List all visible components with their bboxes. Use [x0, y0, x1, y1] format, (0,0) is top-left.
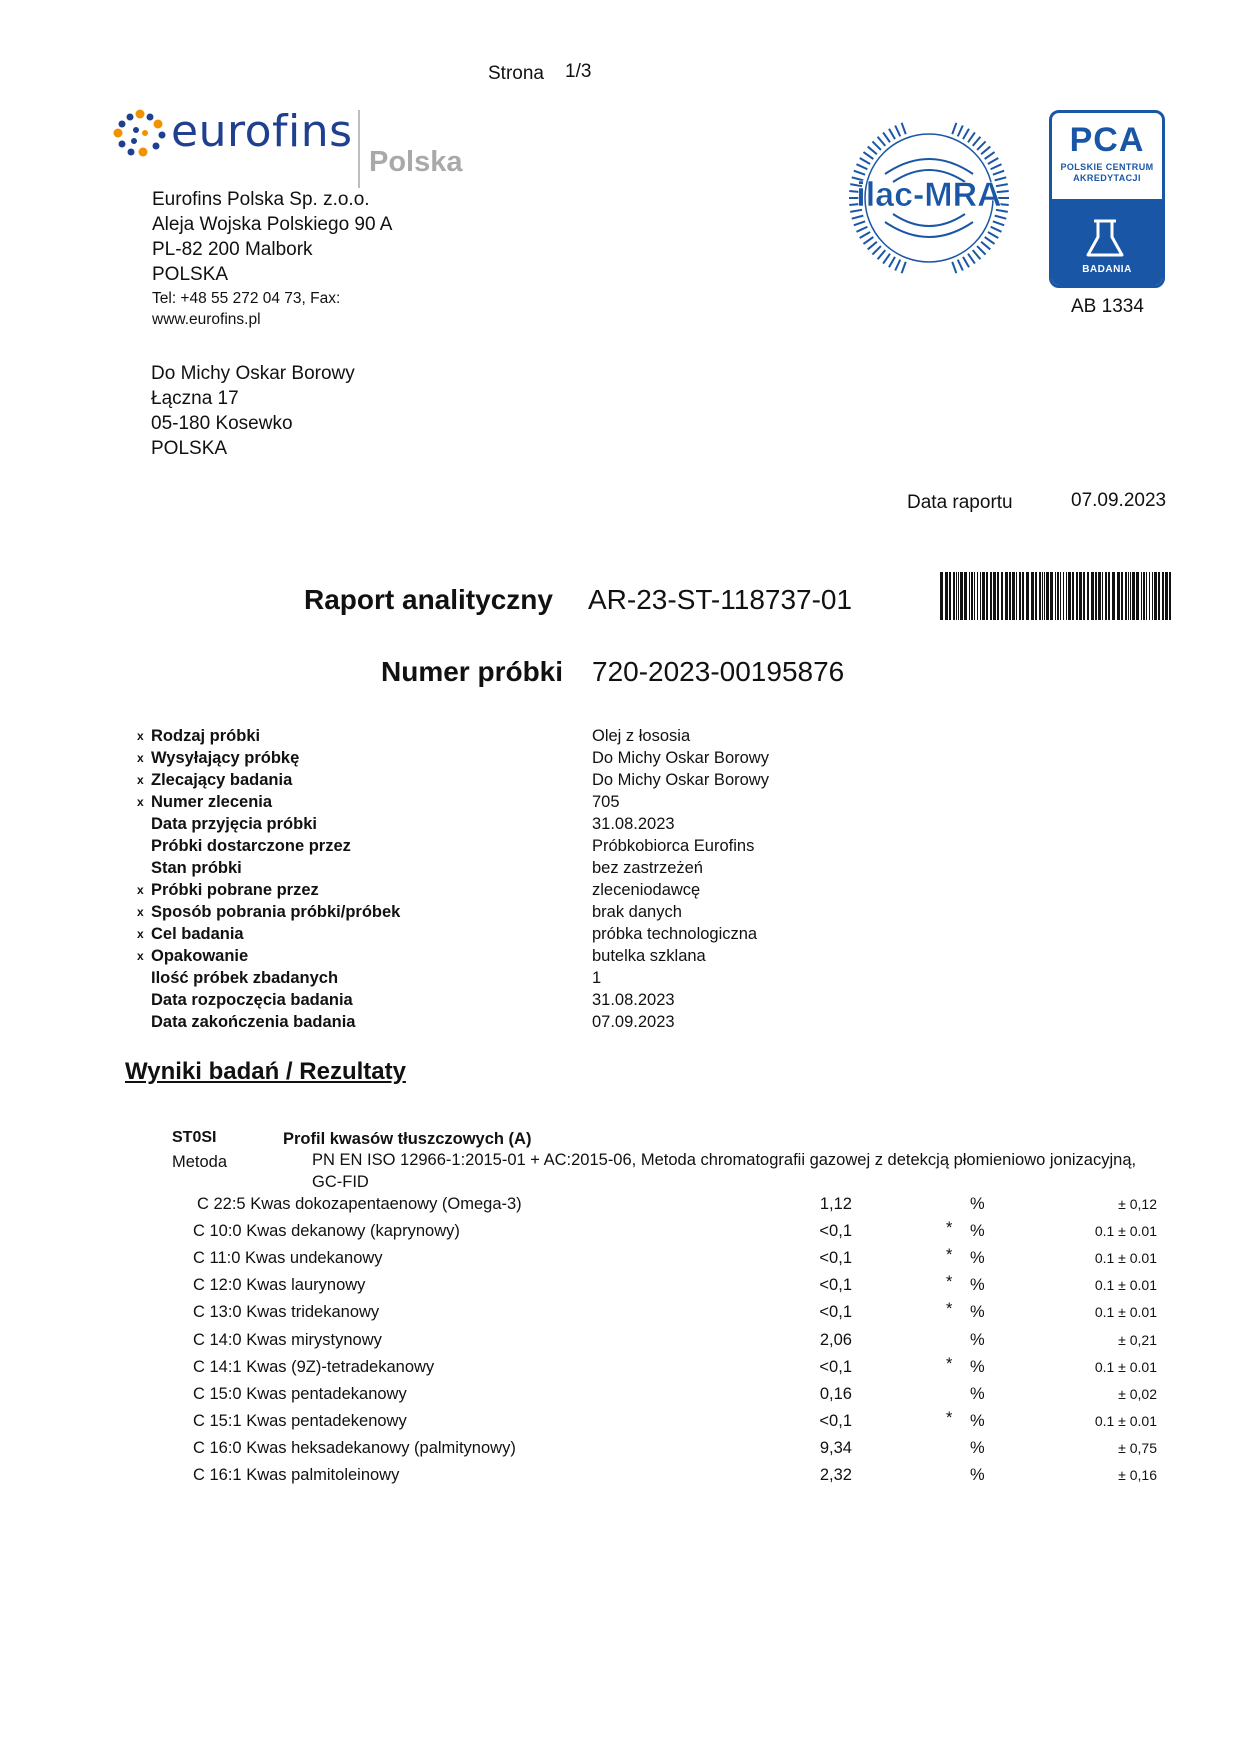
seal-tick [883, 254, 890, 264]
barcode-bar [1130, 572, 1131, 620]
barcode-bar [1102, 572, 1103, 620]
info-value: 07.09.2023 [592, 1013, 675, 1031]
info-label: Stan próbki [151, 859, 242, 877]
seal-tick [895, 125, 900, 136]
info-value: brak danych [592, 903, 682, 921]
barcode-bar [1042, 572, 1043, 620]
barcode-bar [1136, 572, 1139, 620]
barcode-bar [1068, 572, 1071, 620]
result-flag: * [946, 1355, 953, 1373]
eurofins-logo-text: eurofins [171, 106, 353, 157]
info-mark: x [137, 883, 144, 897]
pca-line2: AKREDYTACJI [1073, 173, 1141, 183]
barcode-bar [1143, 572, 1145, 620]
report-date-label: Data raportu [907, 492, 1013, 513]
info-label: Numer zlecenia [151, 793, 273, 811]
result-value: 2,32 [819, 1466, 852, 1484]
info-value: 705 [592, 793, 620, 811]
barcode-bar [971, 572, 973, 620]
result-unit: % [970, 1385, 985, 1403]
info-mark: x [137, 927, 144, 941]
barcode-bar [1087, 572, 1089, 620]
info-value: Do Michy Oskar Borowy [592, 771, 769, 789]
result-unit: % [970, 1276, 985, 1294]
barcode-bar [980, 572, 981, 620]
info-value: zleceniodawcę [592, 881, 701, 899]
barcode-bar [1162, 572, 1164, 620]
report-title-label: Raport analityczny [304, 584, 553, 615]
seal-tick [952, 123, 956, 134]
barcode-bar [1121, 572, 1123, 620]
result-name: C 10:0 Kwas dekanowy (kaprynowy) [193, 1222, 460, 1240]
result-uncertainty: ± 0,16 [1118, 1467, 1157, 1483]
report-title-value: AR-23-ST-118737-01 [588, 584, 853, 615]
result-uncertainty: ± 0,75 [1118, 1440, 1157, 1456]
barcode-bar [1057, 572, 1059, 620]
barcode-bar [1005, 572, 1008, 620]
info-mark: x [137, 905, 144, 919]
barcode-bar [956, 572, 957, 620]
seal-tick [993, 221, 1004, 225]
info-label: Zlecający badania [151, 771, 293, 789]
result-uncertainty: ± 0,12 [1118, 1196, 1157, 1212]
info-value: 31.08.2023 [592, 815, 675, 833]
barcode-bar [1060, 572, 1061, 620]
result-flag: * [946, 1246, 953, 1264]
seal-tick [895, 260, 900, 271]
seal-tick [973, 137, 981, 146]
seal-tick [902, 262, 906, 273]
result-unit: % [970, 1303, 985, 1321]
seal-tick [868, 147, 877, 155]
pca-badania: BADANIA [1082, 264, 1132, 275]
barcode-bar [1091, 572, 1094, 620]
barcode-bar [1035, 572, 1037, 620]
seal-tick [977, 141, 985, 149]
barcode-bar [1152, 572, 1153, 620]
result-unit: % [970, 1195, 985, 1213]
barcode-bar [1044, 572, 1045, 620]
info-value: Olej z łososia [592, 727, 691, 745]
info-value: bez zastrzeżeń [592, 859, 703, 877]
seal-tick [863, 152, 873, 159]
seal-tick [958, 125, 963, 136]
barcode-bar [1012, 572, 1015, 620]
eurofins-dots-logo [112, 108, 168, 158]
result-unit: % [970, 1412, 985, 1430]
seal-tick [883, 132, 890, 142]
recipient-city: 05-180 Kosewko [151, 413, 293, 434]
barcode-bar [1112, 572, 1115, 620]
barcode-bar [1149, 572, 1150, 620]
result-flag: * [946, 1219, 953, 1237]
result-value: <0,1 [819, 1303, 852, 1321]
seal-tick [868, 242, 877, 250]
info-value: butelka szklana [592, 947, 706, 965]
sender-street: Aleja Wojska Polskiego 90 A [152, 214, 393, 235]
barcode-bar [993, 572, 996, 620]
info-label: Cel badania [151, 925, 244, 943]
pca-word: PCA [1069, 121, 1145, 159]
result-value: 1,12 [819, 1195, 852, 1213]
barcode-bar [1169, 572, 1171, 620]
seal-tick [968, 254, 975, 264]
barcode-bar [974, 572, 975, 620]
seal-tick [863, 237, 873, 244]
seal-tick [889, 129, 895, 139]
report-date-value: 07.09.2023 [1071, 490, 1167, 511]
barcode-bar [1019, 572, 1021, 620]
result-name: C 15:0 Kwas pentadekanowy [193, 1385, 407, 1403]
result-uncertainty: ± 0,21 [1118, 1332, 1157, 1348]
logo-country: Polska [369, 146, 463, 178]
barcode-bar [1001, 572, 1003, 620]
barcode-bar [977, 572, 978, 620]
seal-tick [958, 260, 963, 271]
seal-tick [973, 250, 981, 259]
info-value: Do Michy Oskar Borowy [592, 749, 769, 767]
result-name: C 14:0 Kwas mirystynowy [193, 1331, 382, 1349]
logo-divider [358, 110, 360, 188]
seal-tick [963, 257, 969, 267]
seal-tick [988, 232, 998, 238]
result-name: C 13:0 Kwas tridekanowy [193, 1303, 380, 1321]
profile-title: Profil kwasów tłuszczowych (A) [283, 1130, 532, 1148]
barcode-bar [982, 572, 985, 620]
barcode [940, 572, 1172, 620]
seal-tick [981, 147, 990, 155]
page-label: Strona [488, 63, 544, 84]
sample-number-value: 720-2023-00195876 [592, 656, 845, 687]
seal-tick [872, 246, 880, 254]
seal-tick [872, 141, 880, 149]
pca-bottom [1052, 199, 1162, 285]
result-unit: % [970, 1466, 985, 1484]
barcode-bar [1095, 572, 1097, 620]
sample-number-label: Numer próbki [381, 656, 564, 687]
result-uncertainty: 0.1 ± 0.01 [1094, 1359, 1157, 1375]
seal-tick [981, 242, 990, 250]
result-flag: * [946, 1409, 953, 1427]
pca-badge [1049, 110, 1165, 288]
method-label: Metoda [172, 1153, 228, 1171]
barcode-bar [960, 572, 963, 620]
result-value: 0,16 [819, 1385, 852, 1403]
result-value: <0,1 [819, 1412, 852, 1430]
barcode-bar [1108, 572, 1110, 620]
barcode-bar [1146, 572, 1147, 620]
result-value: 9,34 [819, 1439, 852, 1457]
pca-line1: POLSKIE CENTRUM [1060, 162, 1154, 172]
seal-tick [952, 262, 956, 273]
page-number: 1/3 [565, 61, 592, 82]
barcode-bar [1154, 572, 1157, 620]
barcode-bar [1076, 572, 1078, 620]
info-value: 31.08.2023 [592, 991, 675, 1009]
result-value: <0,1 [819, 1276, 852, 1294]
seal-tick [963, 129, 969, 139]
result-name: C 11:0 Kwas undekanowy [193, 1249, 383, 1267]
barcode-bar [949, 572, 951, 620]
barcode-bar [1022, 572, 1024, 620]
sender-web: www.eurofins.pl [152, 311, 261, 328]
result-name: C 16:0 Kwas heksadekanowy (palmitynowy) [193, 1439, 516, 1457]
ilac-text: ilac-MRA [856, 176, 1002, 214]
result-name: C 12:0 Kwas laurynowy [193, 1276, 366, 1294]
result-uncertainty: 0.1 ± 0.01 [1094, 1223, 1157, 1239]
info-mark: x [137, 795, 144, 809]
barcode-bar [1039, 572, 1041, 620]
accreditation-number: AB 1334 [1071, 296, 1144, 317]
result-value: <0,1 [819, 1222, 852, 1240]
result-unit: % [970, 1249, 985, 1267]
method-line-2: GC-FID [312, 1173, 369, 1191]
barcode-bar [1009, 572, 1011, 620]
info-label: Rodzaj próbki [151, 727, 261, 745]
barcode-bar [986, 572, 988, 620]
result-uncertainty: 0.1 ± 0.01 [1094, 1413, 1157, 1429]
barcode-bar [964, 572, 967, 620]
barcode-bar [969, 572, 970, 620]
info-label: Próbki pobrane przez [151, 881, 319, 899]
result-value: <0,1 [819, 1249, 852, 1267]
seal-tick [991, 164, 1002, 169]
seal-tick [988, 158, 998, 164]
barcode-bar [1063, 572, 1064, 620]
info-label: Wysyłający próbkę [151, 749, 300, 767]
flask-icon [1052, 207, 1162, 267]
result-value: <0,1 [819, 1358, 852, 1376]
seal-tick [991, 227, 1002, 232]
barcode-bar [1050, 572, 1053, 620]
info-value: próbka technologiczna [592, 925, 758, 943]
barcode-bar [958, 572, 959, 620]
recipient-street: Łączna 17 [151, 388, 239, 409]
barcode-bar [1066, 572, 1067, 620]
info-value: 1 [592, 969, 602, 987]
ilac-mra-seal [845, 114, 1013, 282]
method-code: ST0SI [172, 1129, 217, 1146]
barcode-bar [940, 572, 943, 620]
seal-tick [852, 216, 864, 219]
barcode-bar [1165, 572, 1168, 620]
barcode-bar [1031, 572, 1034, 620]
barcode-bar [1072, 572, 1074, 620]
sender-country: POLSKA [152, 264, 229, 285]
barcode-bar [1046, 572, 1049, 620]
result-unit: % [970, 1331, 985, 1349]
info-label: Sposób pobrania próbki/próbek [151, 903, 401, 921]
sender-name: Eurofins Polska Sp. z.o.o. [152, 189, 370, 210]
info-label: Data zakończenia badania [151, 1013, 356, 1031]
result-flag: * [946, 1273, 953, 1291]
barcode-bar [1125, 572, 1127, 620]
result-unit: % [970, 1439, 985, 1457]
info-mark: x [137, 729, 144, 743]
info-label: Data rozpoczęcia badania [151, 991, 353, 1009]
seal-tick [854, 171, 865, 175]
result-uncertainty: 0.1 ± 0.01 [1094, 1277, 1157, 1293]
result-name: C 22:5 Kwas dokozapentaenowy (Omega-3) [197, 1195, 522, 1213]
info-value: Próbkobiorca Eurofins [592, 837, 755, 855]
recipient-country: POLSKA [151, 438, 228, 459]
seal-tick [995, 216, 1007, 219]
barcode-bar [1079, 572, 1082, 620]
result-uncertainty: 0.1 ± 0.01 [1094, 1304, 1157, 1320]
info-mark: x [137, 949, 144, 963]
barcode-bar [1026, 572, 1029, 620]
seal-tick [856, 164, 867, 169]
seal-tick [968, 132, 975, 142]
seal-tick [856, 227, 867, 232]
barcode-bar [1083, 572, 1085, 620]
sender-phone: Tel: +48 55 272 04 73, Fax: [152, 290, 341, 307]
barcode-bar [1117, 572, 1120, 620]
result-flag: * [946, 1300, 953, 1318]
barcode-bar [1055, 572, 1056, 620]
seal-tick [854, 221, 865, 225]
result-unit: % [970, 1358, 985, 1376]
result-uncertainty: 0.1 ± 0.01 [1094, 1250, 1157, 1266]
seal-tick [985, 152, 995, 159]
barcode-bar [990, 572, 992, 620]
barcode-bar [1128, 572, 1129, 620]
seal-tick [889, 257, 895, 267]
seal-tick [977, 246, 985, 254]
result-uncertainty: ± 0,02 [1118, 1386, 1157, 1402]
result-unit: % [970, 1222, 985, 1240]
seal-tick [902, 123, 906, 134]
barcode-bar [945, 572, 948, 620]
result-value: 2,06 [819, 1331, 852, 1349]
seal-tick [985, 237, 995, 244]
result-name: C 15:1 Kwas pentadekenowy [193, 1412, 407, 1430]
barcode-bar [997, 572, 999, 620]
seal-tick [878, 250, 886, 259]
info-label: Data przyjęcia próbki [151, 815, 317, 833]
info-label: Opakowanie [151, 947, 249, 965]
barcode-bar [1016, 572, 1017, 620]
seal-tick [993, 171, 1004, 175]
sender-city: PL-82 200 Malbork [152, 239, 313, 260]
info-label: Próbki dostarczone przez [151, 837, 351, 855]
recipient-name: Do Michy Oskar Borowy [151, 363, 355, 384]
seal-tick [860, 158, 870, 164]
info-label: Ilość próbek zbadanych [151, 969, 339, 987]
seal-tick [878, 137, 886, 146]
results-heading: Wyniki badań / Rezultaty [125, 1058, 406, 1085]
result-name: C 16:1 Kwas palmitoleinowy [193, 1466, 400, 1484]
barcode-bar [1105, 572, 1107, 620]
method-line-1: PN EN ISO 12966-1:2015-01 + AC:2015-06, Metoda chromatografii gazowej z detekcją płomieniowo jonizacyjną, [312, 1151, 1137, 1169]
info-mark: x [137, 751, 144, 765]
info-mark: x [137, 773, 144, 787]
barcode-bar [953, 572, 955, 620]
barcode-bar [1098, 572, 1101, 620]
barcode-bar [1158, 572, 1160, 620]
seal-tick [860, 232, 870, 238]
result-name: C 14:1 Kwas (9Z)-tetradekanowy [193, 1358, 435, 1376]
barcode-bar [1141, 572, 1142, 620]
barcode-bar [1132, 572, 1135, 620]
